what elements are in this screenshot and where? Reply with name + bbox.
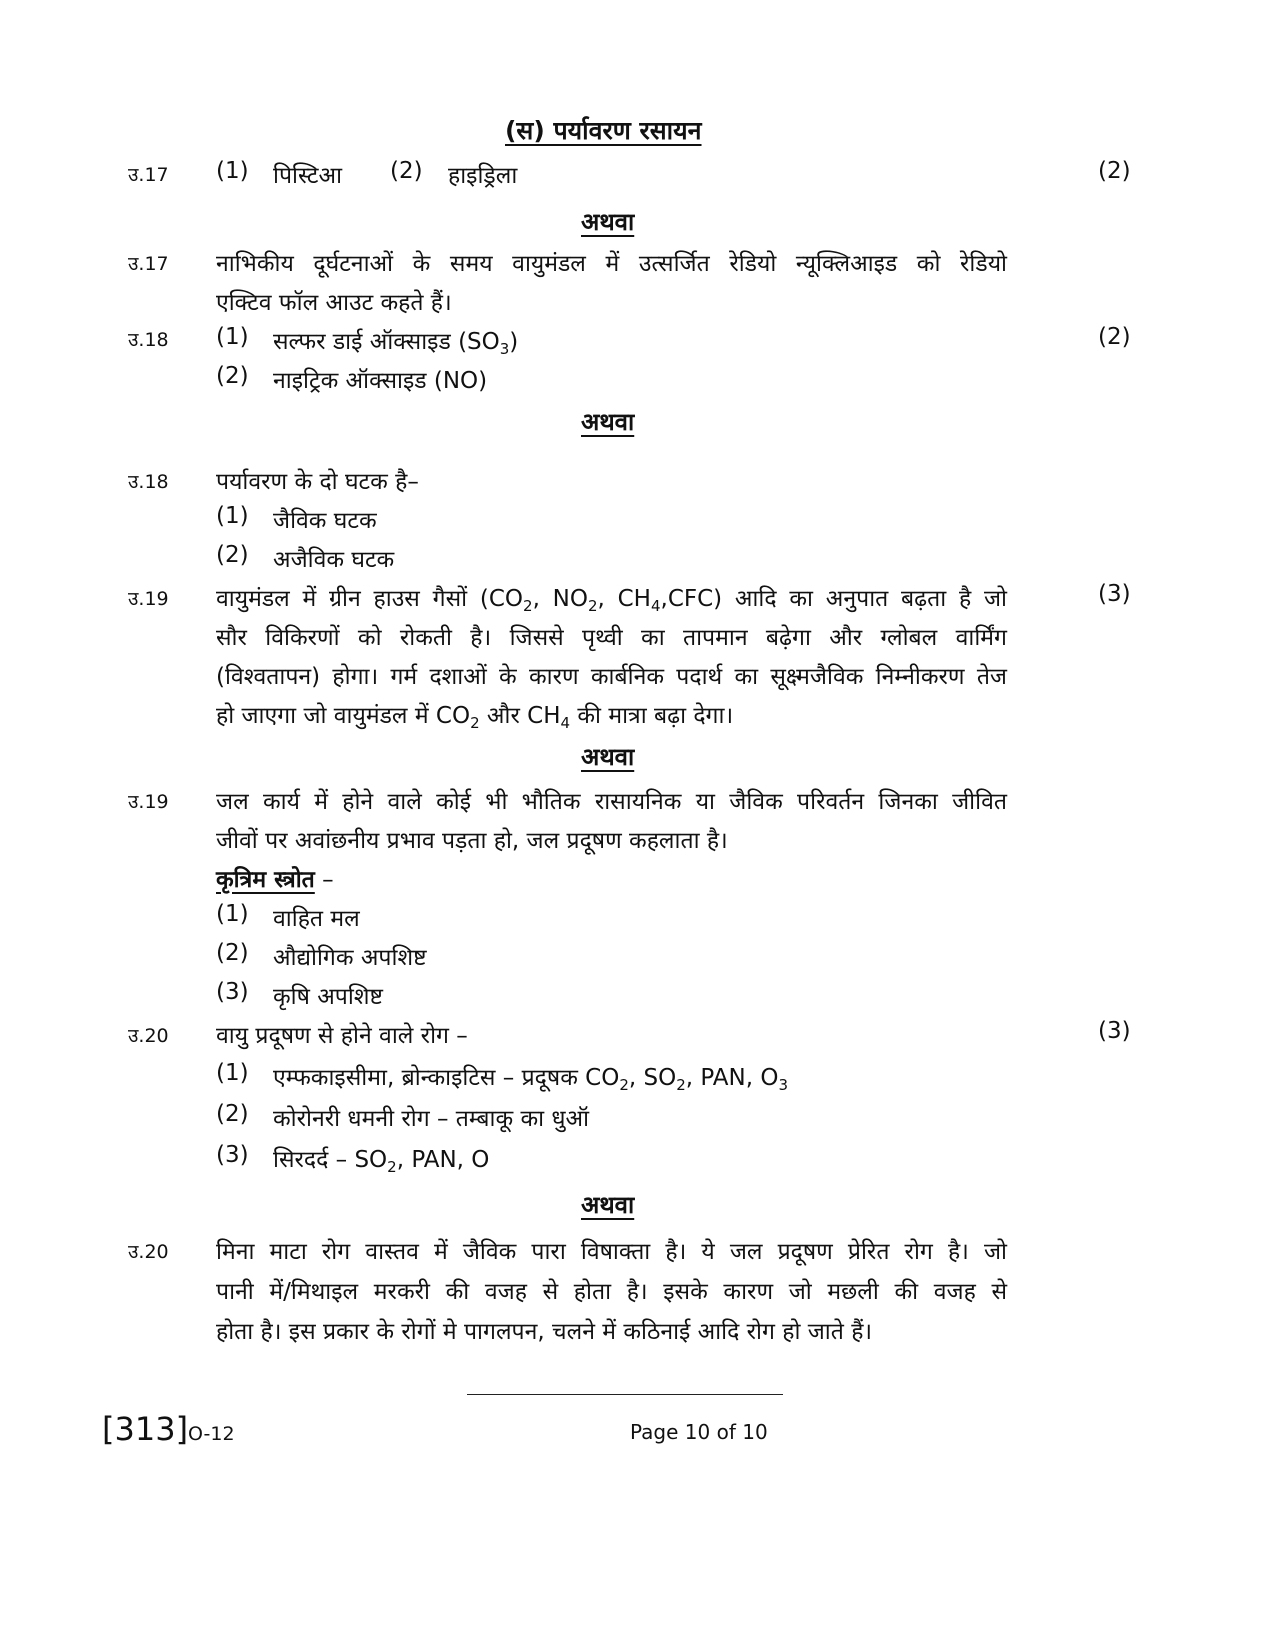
answer-line: एक्टिव फॉल आउट कहते हैं। <box>216 290 452 316</box>
item-number: (3) <box>216 1142 249 1168</box>
answer-line: मिना माटा रोग वास्तव में जैविक पारा विषाक्ता है। ये जल प्रदूषण प्रेरित रोग है। जो <box>216 1239 1007 1265</box>
item-number: (1) <box>216 158 249 184</box>
answer-line: पानी में/मिथाइल मरकरी की वजह से होता है। इसके कारण जो मछली की वजह से <box>216 1279 1007 1305</box>
answer-text: सल्फर डाई ऑक्साइड $(SO_3)$ <box>273 329 519 358</box>
item-number: (1) <box>216 1060 249 1086</box>
answer-line: सौर विकिरणों को रोकती है। जिससे पृथ्वी का तापमान बढ़ेगा और ग्लोबल वार्मिंग <box>216 625 1007 651</box>
item-number: (2) <box>216 363 249 389</box>
item-number: (2) <box>216 1101 249 1127</box>
answer-line: जल कार्य में होने वाले कोई भी भौतिक रासायनिक या जैविक परिवर्तन जिनका जीवित <box>216 789 1007 815</box>
page-number: Page 10 of 10 <box>630 1420 768 1444</box>
item-number: (3) <box>216 979 249 1005</box>
question-number: उ.18 <box>128 471 169 493</box>
athava-divider: अथवा <box>581 1191 635 1219</box>
athava-divider: अथवा <box>581 408 635 436</box>
answer-line: (विश्वतापन) होगा। गर्म दशाओं के कारण कार्बनिक पदार्थ का सूक्ष्मजैविक निम्नीकरण तेज <box>216 664 1007 690</box>
item-number: (1) <box>216 324 249 350</box>
answer-text: अजैविक घटक <box>273 547 395 573</box>
answer-text: एम्फकाइसीमा, ब्रोन्काइटिस – प्रदूषक $CO_2$, $SO_2$, PAN, $O_3$ <box>273 1065 788 1094</box>
answer-text: कृषि अपशिष्ट <box>273 984 383 1010</box>
answer-line: जीवों पर अवांछनीय प्रभाव पड़ता हो, जल प्रदूषण कहलाता है। <box>216 828 728 854</box>
athava-divider: अथवा <box>581 208 635 236</box>
item-number: (2) <box>390 158 423 184</box>
answer-text: कोरोनरी धमनी रोग – तम्बाकू का धुऑ <box>273 1106 590 1132</box>
question-number: उ.18 <box>128 329 169 351</box>
answer-text: पिस्टिआ <box>273 163 343 189</box>
end-rule <box>467 1394 783 1395</box>
item-number: (1) <box>216 503 249 529</box>
answer-line: वायु प्रदूषण से होने वाले रोग – <box>216 1023 468 1049</box>
answer-text: जैविक घटक <box>273 508 377 534</box>
athava-divider: अथवा <box>581 743 635 771</box>
answer-text: वाहित मल <box>273 906 360 932</box>
subheading: कृत्रिम स्त्रोत – <box>216 867 334 893</box>
question-number: उ.19 <box>128 791 169 813</box>
question-number: उ.17 <box>128 164 169 186</box>
answer-line: हो जाएगा जो वायुमंडल में $CO_2$ और $CH_4$ की मात्रा बढ़ा देगा। <box>216 703 734 732</box>
answer-line: होता है। इस प्रकार के रोगों मे पागलपन, चलने में कठिनाई आदि रोग हो जाते हैं। <box>216 1319 873 1345</box>
answer-line: नाभिकीय दूर्घटनाओं के समय वायुमंडल में उत्सर्जित रेडियो न्यूक्लिआइड को रेडियो <box>216 251 1007 277</box>
answer-text: हाइड्रिला <box>448 163 518 189</box>
question-number: उ.20 <box>128 1025 169 1047</box>
marks-label: (3) <box>1098 581 1131 607</box>
item-number: (2) <box>216 940 249 966</box>
question-number: उ.20 <box>128 1241 169 1263</box>
marks-label: (2) <box>1098 158 1131 184</box>
answer-text: नाइट्रिक ऑक्साइड (NO) <box>273 368 488 394</box>
item-number: (1) <box>216 901 249 927</box>
paper-code: [313]O-12 <box>102 1410 235 1448</box>
question-number: उ.17 <box>128 253 169 275</box>
answer-text: औद्योगिक अपशिष्ट <box>273 945 427 971</box>
marks-label: (2) <box>1098 324 1131 350</box>
section-heading: (स) पर्यावरण रसायन <box>505 116 702 145</box>
question-number: उ.19 <box>128 588 169 610</box>
marks-label: (3) <box>1098 1018 1131 1044</box>
answer-line: वायुमंडल में ग्रीन हाउस गैसों ($CO_2$, $NO_2$, $CH_4,CFC$) आदि का अनुपात बढ़ता है जो <box>216 586 1007 615</box>
answer-line: पर्यावरण के दो घटक है– <box>216 469 419 495</box>
item-number: (2) <box>216 542 249 568</box>
answer-text: सिरदर्द – $SO_2$, PAN, O <box>273 1147 490 1176</box>
